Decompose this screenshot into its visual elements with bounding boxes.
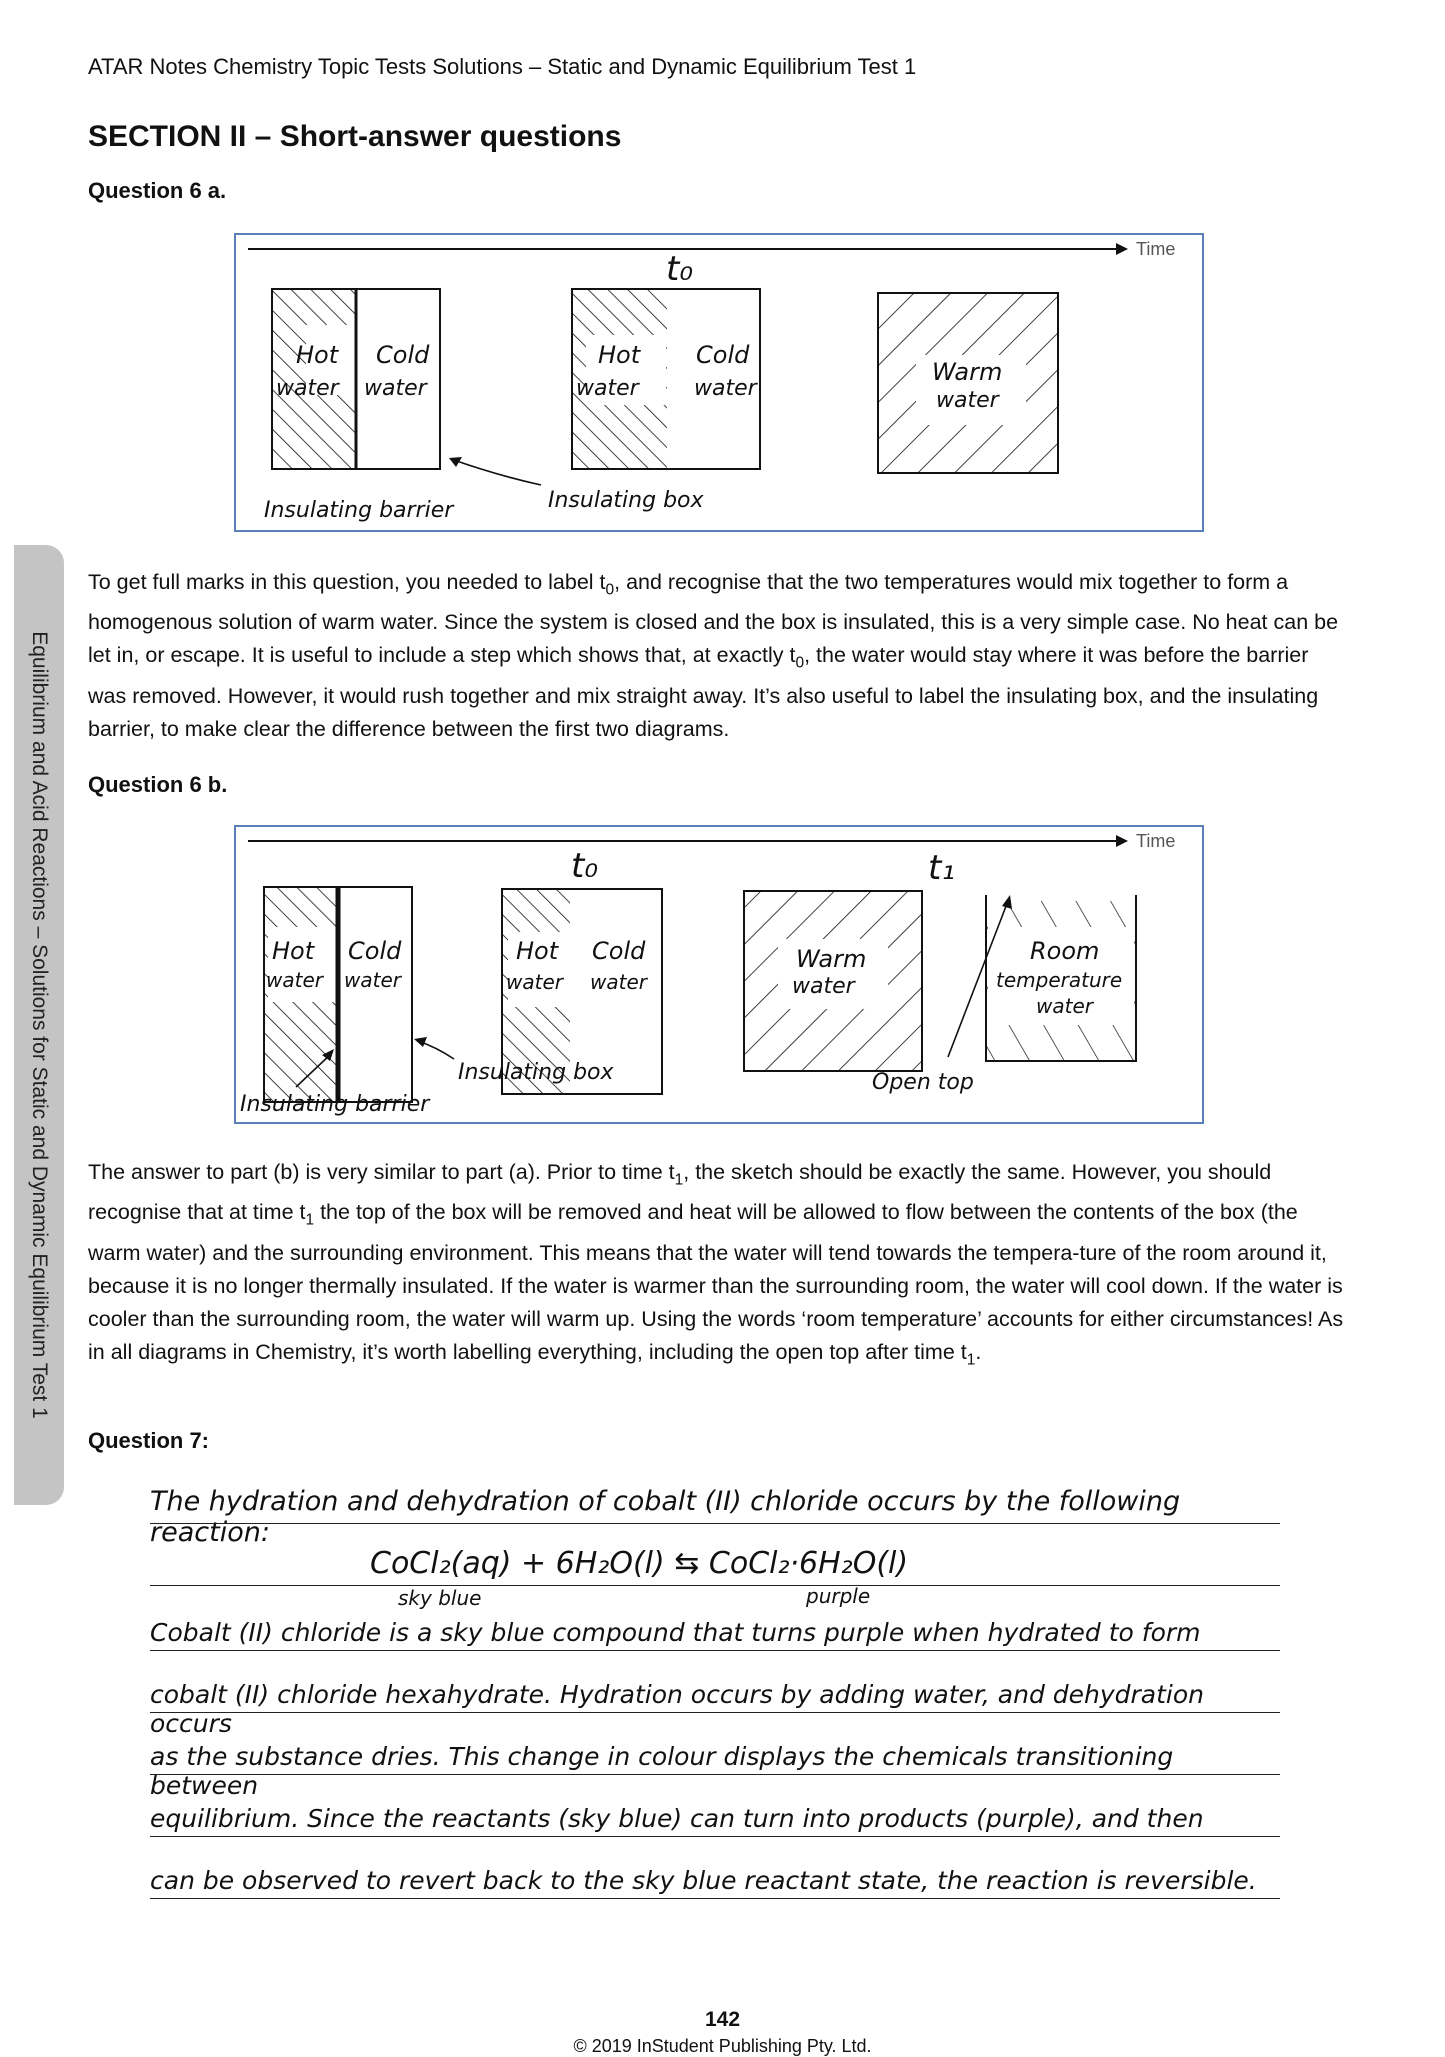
ruled-line — [150, 1836, 1280, 1837]
svg-text:temperature: temperature — [996, 968, 1123, 992]
box-2 — [572, 289, 760, 469]
svg-text:water: water — [792, 974, 855, 999]
box-1 — [264, 887, 412, 1102]
ruled-line — [150, 1650, 1280, 1651]
svg-text:water: water — [364, 376, 427, 401]
box-4 — [986, 895, 1136, 1061]
open-top-label: Open top — [872, 1070, 974, 1095]
svg-text:water: water — [1036, 994, 1093, 1018]
ruled-line — [150, 1898, 1280, 1899]
svg-text:Cold: Cold — [376, 341, 430, 369]
svg-text:Room: Room — [1030, 937, 1100, 965]
q7-line-7: can be observed to revert back to the sky blue reactant state, the reaction is reversible. — [150, 1866, 1257, 1895]
q7-equation: CoCl₂(aq) + 6H₂O(l) ⇆ CoCl₂·6H₂O(l) — [370, 1546, 909, 1581]
side-tab-text: Equilibrium and Acid Reactions – Solutions for Static and Dynamic Equilibrium Test 1 — [28, 631, 51, 1419]
svg-text:water: water — [590, 970, 647, 994]
ruled-line — [150, 1523, 1280, 1524]
svg-text:water: water — [344, 968, 401, 992]
time-label: Time — [1136, 239, 1176, 259]
ruled-line — [150, 1585, 1280, 1586]
q7-line-1: The hydration and dehydration of cobalt (II) chloride occurs by the following reaction: — [150, 1486, 1181, 1548]
box-3 — [744, 891, 922, 1071]
svg-text:Cold: Cold — [348, 937, 402, 965]
svg-text:water: water — [694, 376, 757, 401]
svg-text:Hot: Hot — [272, 937, 315, 965]
box-3 — [878, 293, 1058, 473]
answer-6b: The answer to part (b) is very similar to part (a). Prior to time $t_1$, the sketch should be exactly the same. However, you should recognise that at time $t_1$ the top of the box will be removed and heat will be allowed to flow between the contents of the box (the warm water) and the surrounding environment. This means that the water will tend towards the tempera-ture of the room around it, because it is no longer thermally insulated. If the water is warmer than the surrounding room, the water will cool down. If the water is cooler than the surrounding room, the water will warm up. Using the words ‘room temperature’ accounts for either circumstances! As in all diagrams in Chemistry, it’s worth labelling everything, including the open top after time $t_1$. — [88, 1160, 1344, 1368]
svg-text:water: water — [276, 376, 339, 401]
box-1 — [272, 289, 440, 469]
svg-text:Warm: Warm — [932, 358, 1003, 386]
svg-text:water: water — [936, 388, 999, 413]
t1-label: t₁ — [928, 848, 955, 888]
page-number: 142 — [704, 2008, 741, 2031]
svg-text:water: water — [266, 968, 323, 992]
q7-line-5: as the substance dries. This change in colour displays the chemicals transitioning between — [150, 1742, 1174, 1800]
time-label: Time — [1136, 831, 1176, 851]
box-label: Insulating box — [458, 1060, 614, 1085]
q7-line-4: cobalt (II) chloride hexahydrate. Hydration occurs by adding water, and dehydration occurs — [150, 1680, 1205, 1738]
svg-text:Hot: Hot — [598, 341, 641, 369]
q7-line-6: equilibrium. Since the reactants (sky blue) can turn into products (purple), and then — [150, 1804, 1204, 1833]
running-header: ATAR Notes Chemistry Topic Tests Solutions – Static and Dynamic Equilibrium Test 1 — [88, 54, 917, 79]
question-6a-heading: Question 6 a. — [88, 178, 227, 203]
copyright: © 2019 InStudent Publishing Pty. Ltd. — [573, 2036, 872, 2056]
q7-line-3: Cobalt (II) chloride is a sky blue compound that turns purple when hydrated to form — [150, 1618, 1201, 1647]
box-label: Insulating box — [548, 488, 704, 513]
q7-sky-blue-label: sky blue — [398, 1586, 482, 1610]
svg-text:Hot: Hot — [516, 937, 559, 965]
ruled-line — [150, 1774, 1280, 1775]
question-7-heading: Question 7: — [88, 1428, 210, 1453]
svg-text:Cold: Cold — [592, 937, 646, 965]
diagram-6a — [234, 233, 1204, 532]
svg-text:Cold: Cold — [696, 341, 750, 369]
svg-text:Warm: Warm — [796, 945, 867, 973]
barrier-label: Insulating barrier — [264, 498, 454, 523]
time-arrowhead — [1116, 835, 1128, 847]
t0-label: t₀ — [571, 846, 598, 886]
svg-text:water: water — [576, 376, 639, 401]
time-arrowhead — [1116, 243, 1128, 255]
section-title: SECTION II – Short-answer questions — [88, 120, 622, 153]
barrier-label: Insulating barrier — [240, 1092, 430, 1117]
diagram-6b — [234, 825, 1204, 1124]
q7-purple-label: purple — [806, 1584, 871, 1608]
svg-text:water: water — [506, 970, 563, 994]
ruled-line — [150, 1712, 1280, 1713]
answer-6a: To get full marks in this question, you needed to label $t_0$, and recognise that the two temperatures would mix together to form a homogenous solution of warm water. Since the system is closed and the box is insulated, this is a very simple case. No heat can be let in, or escape. It is useful to include a step which shows that, at exactly $t_0$, the water would stay where it was before the barrier was removed. However, it would rush together and mix straight away. It’s also useful to label the insulating box, and the insulating barrier, to make clear the difference between the first two diagrams. — [88, 570, 1339, 741]
t0-label: t₀ — [666, 249, 693, 289]
svg-text:Hot: Hot — [296, 341, 339, 369]
question-6b-heading: Question 6 b. — [88, 772, 228, 797]
